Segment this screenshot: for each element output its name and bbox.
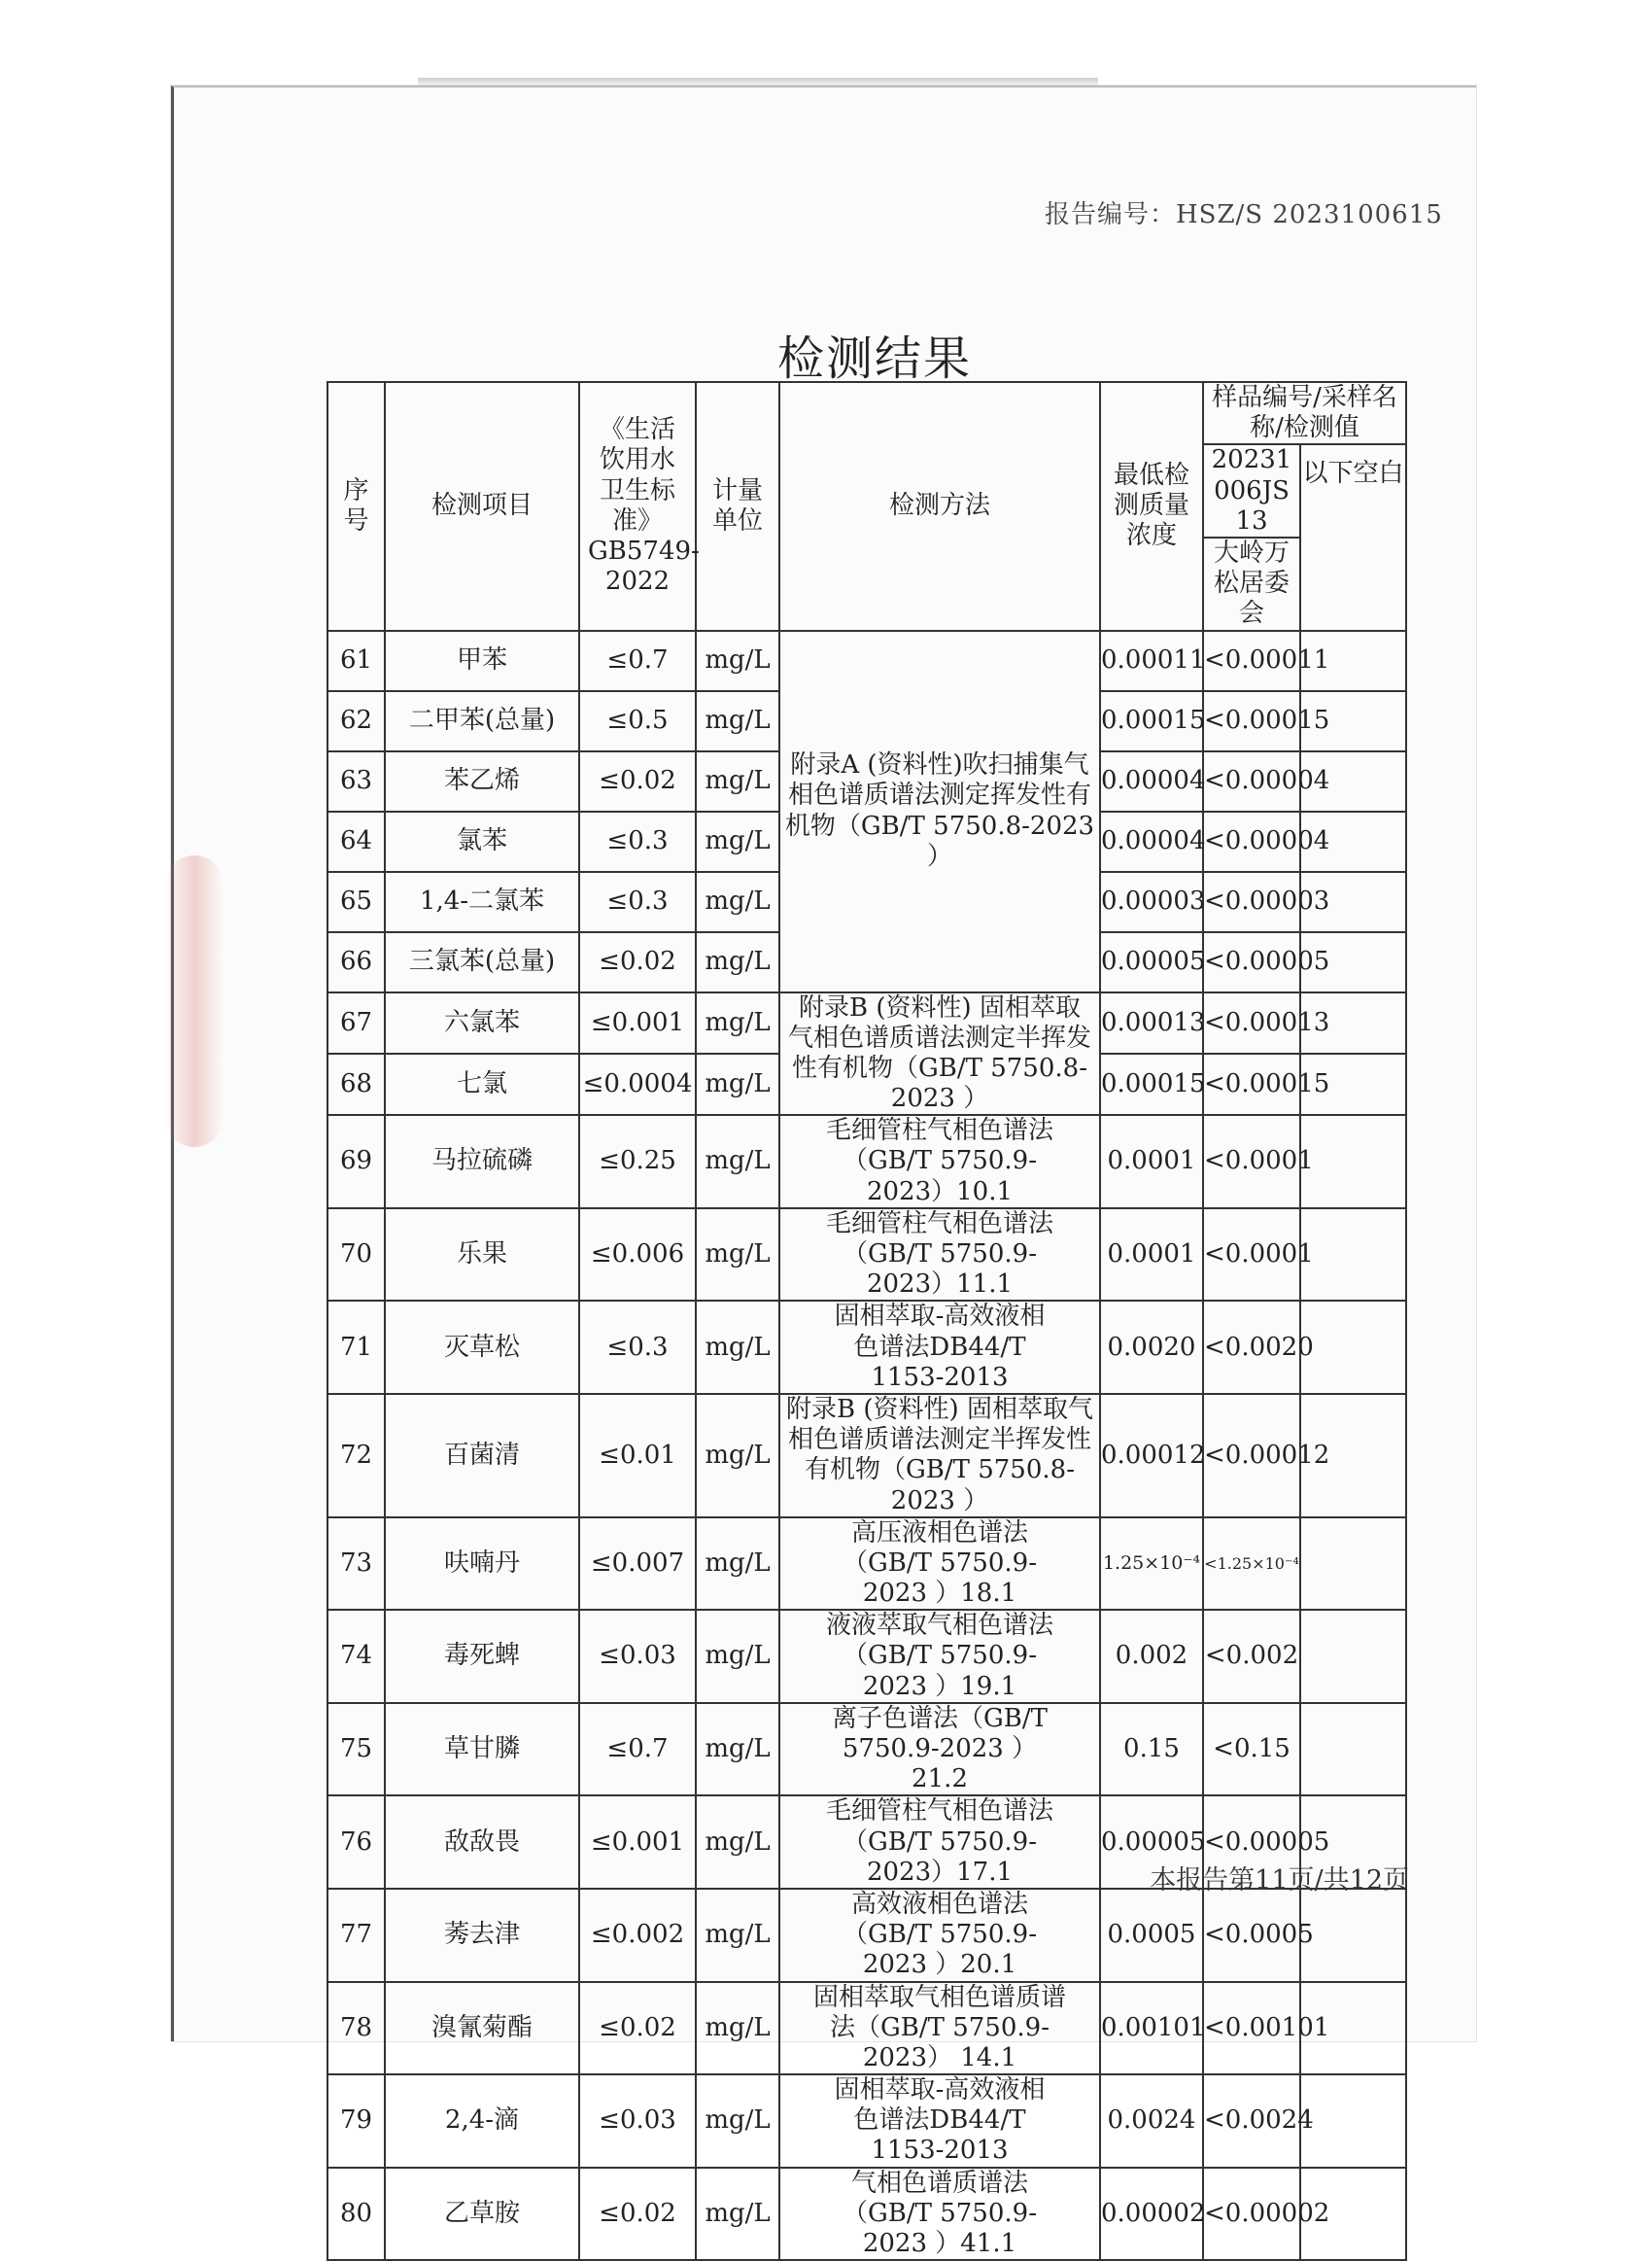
row-item: 马拉硫磷 xyxy=(385,1115,579,1208)
row-no: 66 xyxy=(327,932,385,992)
row-method: 高压液相色谱法（GB/T 5750.9-2023 ）18.1 xyxy=(779,1517,1100,1611)
row-limit: ≤0.25 xyxy=(579,1115,696,1208)
row-limit: ≤0.006 xyxy=(579,1208,696,1302)
row-result: <0.0001 xyxy=(1203,1208,1300,1302)
row-blank xyxy=(1300,1115,1406,1208)
row-result: <0.0005 xyxy=(1203,1889,1300,1982)
table-row xyxy=(327,631,1406,691)
table-row xyxy=(327,1982,1406,2075)
row-min-conc: 0.00012 xyxy=(1100,1394,1203,1517)
row-result: <0.15 xyxy=(1203,1703,1300,1796)
row-min-conc: 0.00005 xyxy=(1100,1795,1203,1889)
row-min-conc: 0.00013 xyxy=(1100,992,1203,1054)
row-min-conc: 0.00005 xyxy=(1100,932,1203,992)
row-no: 75 xyxy=(327,1703,385,1796)
row-limit: ≤0.02 xyxy=(579,1982,696,2075)
row-min-conc: 0.00011 xyxy=(1100,631,1203,691)
row-limit: ≤0.03 xyxy=(579,2074,696,2168)
row-method: 毛细管柱气相色谱法（GB/T 5750.9-2023）10.1 xyxy=(779,1115,1100,1208)
row-min-conc: 0.0024 xyxy=(1100,2074,1203,2168)
row-limit: ≤0.7 xyxy=(579,1703,696,1796)
row-item: 草甘膦 xyxy=(385,1703,579,1796)
method-appendix-a: 附录A (资料性)吹扫捕集气相色谱质谱法测定挥发性有机物（GB/T 5750.8-2023 ） xyxy=(779,631,1100,992)
row-method: 固相萃取-高效液相色谱法DB44/T 1153-2013 xyxy=(779,2074,1100,2168)
row-unit: mg/L xyxy=(696,1394,779,1517)
row-no: 67 xyxy=(327,992,385,1054)
row-result: <0.00015 xyxy=(1203,691,1300,751)
row-unit: mg/L xyxy=(696,2074,779,2168)
table-row xyxy=(327,1610,1406,1703)
row-min-conc: 0.00003 xyxy=(1100,872,1203,932)
row-limit: ≤0.001 xyxy=(579,992,696,1054)
report-number: 报告编号：HSZ/S 2023100615 xyxy=(1045,200,1443,229)
row-method: 固相萃取气相色谱质谱法（GB/T 5750.9-2023） 14.1 xyxy=(779,1982,1100,2075)
table-row xyxy=(327,1394,1406,1517)
col-header-min-conc: 最低检测质量浓度 xyxy=(1100,382,1203,631)
row-item: 苯乙烯 xyxy=(385,751,579,812)
row-result: <0.00011 xyxy=(1203,631,1300,691)
stamp-mark xyxy=(165,855,224,1147)
row-blank xyxy=(1300,1889,1406,1982)
row-unit: mg/L xyxy=(696,812,779,872)
row-min-conc: 0.00004 xyxy=(1100,751,1203,812)
row-limit: ≤0.02 xyxy=(579,2168,696,2261)
table-row xyxy=(327,1517,1406,1611)
row-limit: ≤0.007 xyxy=(579,1517,696,1611)
row-min-conc: 1.25×10⁻⁴ xyxy=(1100,1517,1203,1611)
row-limit: ≤0.02 xyxy=(579,751,696,812)
table-row xyxy=(327,1703,1406,1796)
row-unit: mg/L xyxy=(696,751,779,812)
col-header-sample-group: 样品编号/采样名称/检测值 xyxy=(1203,382,1406,444)
row-limit: ≤0.3 xyxy=(579,812,696,872)
row-result: <0.00005 xyxy=(1203,932,1300,992)
row-limit: ≤0.0004 xyxy=(579,1054,696,1115)
row-min-conc: 0.00015 xyxy=(1100,1054,1203,1115)
row-result: <0.00004 xyxy=(1203,812,1300,872)
scan-shadow xyxy=(418,78,1098,87)
row-item: 敌敌畏 xyxy=(385,1795,579,1889)
row-unit: mg/L xyxy=(696,1889,779,1982)
row-item: 灭草松 xyxy=(385,1301,579,1394)
row-limit: ≤0.001 xyxy=(579,1795,696,1889)
row-no: 61 xyxy=(327,631,385,691)
col-header-item: 检测项目 xyxy=(385,382,579,631)
row-blank xyxy=(1300,1301,1406,1394)
row-min-conc: 0.002 xyxy=(1100,1610,1203,1703)
row-item: 毒死蜱 xyxy=(385,1610,579,1703)
row-item: 甲苯 xyxy=(385,631,579,691)
row-min-conc: 0.00004 xyxy=(1100,812,1203,872)
row-item: 七氯 xyxy=(385,1054,579,1115)
row-item: 百菌清 xyxy=(385,1394,579,1517)
row-no: 78 xyxy=(327,1982,385,2075)
row-method: 高效液相色谱法（GB/T 5750.9-2023 ）20.1 xyxy=(779,1889,1100,1982)
row-result: <0.00101 xyxy=(1203,1982,1300,2075)
col-header-method: 检测方法 xyxy=(779,382,1100,631)
row-min-conc: 0.0020 xyxy=(1100,1301,1203,1394)
row-unit: mg/L xyxy=(696,2168,779,2261)
row-min-conc: 0.0001 xyxy=(1100,1208,1203,1302)
table-row xyxy=(327,2074,1406,2168)
row-no: 77 xyxy=(327,1889,385,1982)
row-unit: mg/L xyxy=(696,1982,779,2075)
row-no: 79 xyxy=(327,2074,385,2168)
row-min-conc: 0.0005 xyxy=(1100,1889,1203,1982)
row-no: 68 xyxy=(327,1054,385,1115)
row-no: 76 xyxy=(327,1795,385,1889)
row-no: 71 xyxy=(327,1301,385,1394)
row-method: 液液萃取气相色谱法（GB/T 5750.9-2023 ）19.1 xyxy=(779,1610,1100,1703)
table-row xyxy=(327,1301,1406,1394)
col-header-standard: 《生活饮用水卫生标准》GB5749-2022 xyxy=(579,382,696,631)
row-limit: ≤0.3 xyxy=(579,872,696,932)
page-number: 本报告第11页/共12页 xyxy=(1150,1865,1409,1896)
row-item: 1,4-二氯苯 xyxy=(385,872,579,932)
row-item: 莠去津 xyxy=(385,1889,579,1982)
row-result: <0.00004 xyxy=(1203,751,1300,812)
row-unit: mg/L xyxy=(696,932,779,992)
row-result: <0.00003 xyxy=(1203,872,1300,932)
sample-name: 大岭万松居委会 xyxy=(1203,538,1300,631)
table-row xyxy=(327,992,1406,1054)
row-min-conc: 0.00002 xyxy=(1100,2168,1203,2261)
row-method: 气相色谱质谱法（GB/T 5750.9-2023 ）41.1 xyxy=(779,2168,1100,2261)
row-blank xyxy=(1300,2168,1406,2261)
row-method: 固相萃取-高效液相色谱法DB44/T 1153-2013 xyxy=(779,1301,1100,1394)
row-limit: ≤0.002 xyxy=(579,1889,696,1982)
row-limit: ≤0.03 xyxy=(579,1610,696,1703)
row-blank xyxy=(1300,1610,1406,1703)
row-limit: ≤0.3 xyxy=(579,1301,696,1394)
row-unit: mg/L xyxy=(696,1301,779,1394)
row-unit: mg/L xyxy=(696,992,779,1054)
table-row xyxy=(327,1889,1406,1982)
row-result: <0.00005 xyxy=(1203,1795,1300,1889)
row-item: 乐果 xyxy=(385,1208,579,1302)
row-blank xyxy=(1300,1703,1406,1796)
row-blank xyxy=(1300,1208,1406,1302)
row-no: 74 xyxy=(327,1610,385,1703)
row-result: <0.0024 xyxy=(1203,2074,1300,2168)
method-appendix-b: 附录B (资料性) 固相萃取气相色谱质谱法测定半挥发性有机物（GB/T 5750.8-2023 ） xyxy=(779,992,1100,1116)
row-unit: mg/L xyxy=(696,631,779,691)
row-limit: ≤0.01 xyxy=(579,1394,696,1517)
row-result: <1.25×10⁻⁴ xyxy=(1203,1517,1300,1611)
row-result: <0.0020 xyxy=(1203,1301,1300,1394)
row-min-conc: 0.15 xyxy=(1100,1703,1203,1796)
sample-id: 20231006JS13 xyxy=(1203,444,1300,538)
row-no: 70 xyxy=(327,1208,385,1302)
row-item: 二甲苯(总量) xyxy=(385,691,579,751)
row-limit: ≤0.7 xyxy=(579,631,696,691)
row-result: <0.00013 xyxy=(1203,992,1300,1054)
row-item: 2,4-滴 xyxy=(385,2074,579,2168)
row-unit: mg/L xyxy=(696,1208,779,1302)
row-result: <0.002 xyxy=(1203,1610,1300,1703)
row-no: 64 xyxy=(327,812,385,872)
table-row xyxy=(327,1208,1406,1302)
col-header-seq: 序号 xyxy=(327,382,385,631)
row-unit: mg/L xyxy=(696,872,779,932)
row-unit: mg/L xyxy=(696,691,779,751)
row-method: 附录B (资料性) 固相萃取气相色谱质谱法测定半挥发性有机物（GB/T 5750.8-2023 ） xyxy=(779,1394,1100,1517)
row-no: 63 xyxy=(327,751,385,812)
row-no: 69 xyxy=(327,1115,385,1208)
row-item: 氯苯 xyxy=(385,812,579,872)
row-unit: mg/L xyxy=(696,1115,779,1208)
row-unit: mg/L xyxy=(696,1795,779,1889)
row-method: 毛细管柱气相色谱法（GB/T 5750.9-2023）17.1 xyxy=(779,1795,1100,1889)
row-method: 毛细管柱气相色谱法（GB/T 5750.9-2023）11.1 xyxy=(779,1208,1100,1302)
table-row xyxy=(327,2168,1406,2261)
row-item: 六氯苯 xyxy=(385,992,579,1054)
row-no: 72 xyxy=(327,1394,385,1517)
table-row xyxy=(327,1115,1406,1208)
results-table xyxy=(327,381,1407,2261)
row-unit: mg/L xyxy=(696,1610,779,1703)
col-header-unit: 计量单位 xyxy=(696,382,779,631)
row-no: 80 xyxy=(327,2168,385,2261)
row-min-conc: 0.00101 xyxy=(1100,1982,1203,2075)
row-result: <0.00015 xyxy=(1203,1054,1300,1115)
row-unit: mg/L xyxy=(696,1703,779,1796)
row-item: 三氯苯(总量) xyxy=(385,932,579,992)
row-result: <0.00002 xyxy=(1203,2168,1300,2261)
row-item: 呋喃丹 xyxy=(385,1517,579,1611)
row-result: <0.00012 xyxy=(1203,1394,1300,1517)
row-blank xyxy=(1300,1517,1406,1611)
page-title: 检测结果 xyxy=(776,331,972,386)
row-method: 离子色谱法（GB/T 5750.9-2023 ）21.2 xyxy=(779,1703,1100,1796)
row-min-conc: 0.0001 xyxy=(1100,1115,1203,1208)
row-result: <0.0001 xyxy=(1203,1115,1300,1208)
row-no: 62 xyxy=(327,691,385,751)
row-unit: mg/L xyxy=(696,1517,779,1611)
row-item: 乙草胺 xyxy=(385,2168,579,2261)
row-item: 溴氰菊酯 xyxy=(385,1982,579,2075)
row-limit: ≤0.5 xyxy=(579,691,696,751)
row-limit: ≤0.02 xyxy=(579,932,696,992)
blank-note: 以下空白 xyxy=(1300,444,1406,630)
row-min-conc: 0.00015 xyxy=(1100,691,1203,751)
row-no: 65 xyxy=(327,872,385,932)
row-unit: mg/L xyxy=(696,1054,779,1115)
row-blank xyxy=(1300,2074,1406,2168)
row-no: 73 xyxy=(327,1517,385,1611)
